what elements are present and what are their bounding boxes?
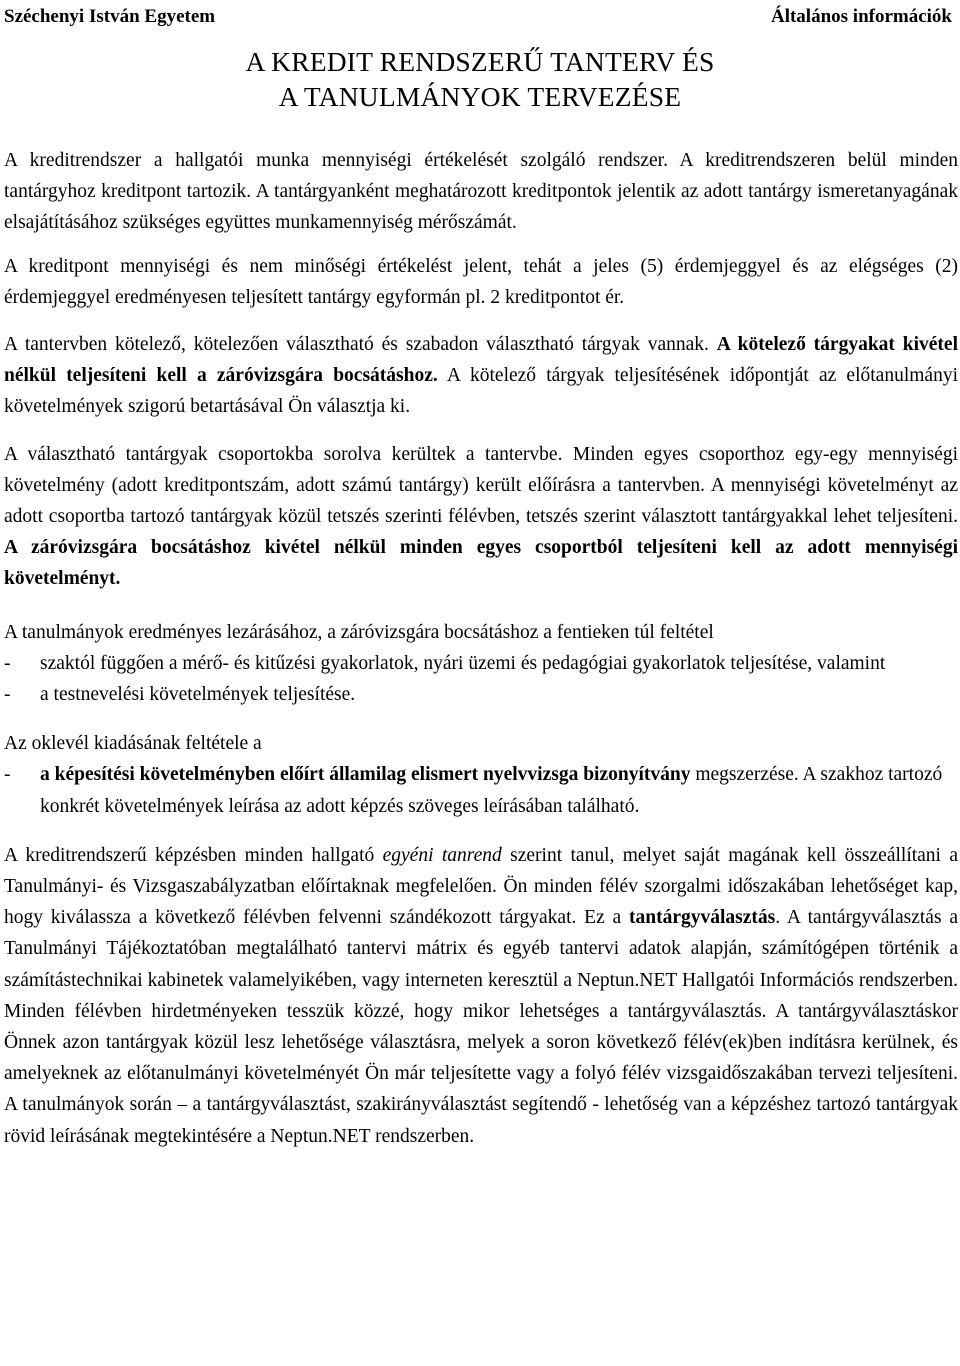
paragraph-kreditpont [4,251,958,313]
university-name: Széchenyi István Egyetem [4,6,216,27]
list-item [4,679,958,710]
paragraph-kreditpont-text: A kreditpont mennyiségi és nem minőségi értékelést jelent, tehát a jeles (5) érdemjeggyel és az elégséges (2) érdemjeggyel eredményesen teljesített tantárgy egyformán pl. 2 kreditpontot ér. [4,255,958,308]
list-item-text: szaktól függően a mérő- és kitűzési gyakorlatok, nyári üzemi és pedagógiai gyakorlatok teljesítése, valamint [40,652,886,674]
tanrend-text-a: A kreditrendszerű képzésben minden hallgató [4,844,383,866]
paragraph-kreditrendszer: A kreditrendszer a hallgatói munka mennyiségi értékelését szolgáló rendszer. A kreditrendszeren belül minden tantárgyhoz kreditpont tartozik. A tantárgyanként meghatározott kreditpontok jelentik az adott tantárgy ismeretanyagának elsajátításához szükséges együttes munkamennyiség mérőszámát. [4,150,958,234]
title-line-1: A KREDIT RENDSZERŰ TANTERV ÉS [245,46,715,77]
list-dash: - [4,764,11,786]
title-line-2: A TANULMÁNYOK TERVEZÉSE [278,81,682,112]
list-item [4,759,958,821]
paragraph-oklevel [4,728,958,822]
list-dash: - [4,684,11,706]
lezaras-intro: A tanulmányok eredményes lezárásához, a záróvizsgára bocsátáshoz a fentieken túl feltétel [4,621,714,643]
valaszthato-text-a: A választható tantárgyak csoportokba sorolva kerültek a tantervbe. Minden egyes csoporthoz egy-egy mennyiségi követelmény (adott kreditpontszám, adott számú tantárgy) került előírásra a tantervben. A mennyiségi követelményt az adott csoportba tartozó tantárgyak közül tetszés szerinti félévben, tetszés szerint választott tantárgyakkal lehet teljesíteni. [4,443,958,528]
list-item [4,648,958,679]
section-name: Általános információk [770,6,952,27]
list-item-text [40,759,958,821]
document-body [4,145,958,1152]
paragraph-egyeni-tanrend [4,840,958,1152]
oklevel-rest: megszerzése. A szakhoz tartozó konkrét követelmények leírása az adott képzés szöveges leírásában található. [40,764,943,817]
oklevel-bold: a képesítési követelményben előírt államilag elismert nyelvvizsga bizonyítvány [40,764,691,786]
tanrend-text-b: szerint tanul, melyet saját magának kell összeállítani a Tanulmányi- és Vizsgaszabályzatban előírtaknak megfelelően. Ön minden félév szorgalmi időszakában lehetőséget kap, hogy kiválassza a következő félévben felvenni szándékozott tárgyakat. Ez a [4,844,958,929]
tanterv-text-bold: A kötelező tárgyakat kivétel nélkül teljesíteni kell a záróvizsgára bocsátáshoz. [4,334,958,387]
list-item-text: a testnevelési követelmények teljesítése. [40,684,356,706]
valaszthato-text-bold: A záróvizsgára bocsátáshoz kivétel nélkül minden egyes csoportból teljesíteni kell az adott mennyiségi követelményt. [4,537,958,590]
paragraph-tanterv [4,329,958,423]
page-header [4,6,952,28]
tanterv-text-c: A kötelező tárgyak teljesítésének időpontját az előtanulmányi követelmények szigorú betartásával Ön választja ki. [4,365,958,418]
document-title [0,44,960,114]
list-dash: - [4,652,11,674]
tanrend-bold: tantárgyválasztás [628,907,776,929]
paragraph-valaszthato [4,439,958,595]
tanterv-text-a: A tantervben kötelező, kötelezően választható és szabadon választható tárgyak vannak. [4,334,717,356]
paragraph-lezaras [4,617,958,711]
tanrend-text-c: . A tantárgyválasztás a Tanulmányi Tájékoztatóban megtalálható tantervi mátrix és egyéb tantervi adatok alapján, számítógépen történik a számítástechnikai kabinetek valamelyikében, vagy interneten keresztül a Neptun.NET Hallgatói Információs rendszerben. Minden félévben hirdetményeken tesszük közzé, hogy mikor lehetséges a tantárgyválasztás. A tantárgyválasztáskor Önnek azon tantárgyak közül lesz lehetősége választásra, melyek a soron következő félév(ek)ben indításra kerülnek, és amelyeknek az előtanulmányi követelményét Ön már teljesítette vagy a folyó félév vizsgaidőszakában tervezi teljesíteni. A tanulmányok során – a tantárgyválasztást, szakirányválasztást segítendő - lehetőség van a képzéshez tartozó tantárgyak rövid leírásának megtekintésére a Neptun.NET rendszerben. [4,907,958,1147]
tanrend-italic: egyéni tanrend [382,844,502,866]
oklevel-intro: Az oklevél kiadásának feltétele a [4,733,262,755]
